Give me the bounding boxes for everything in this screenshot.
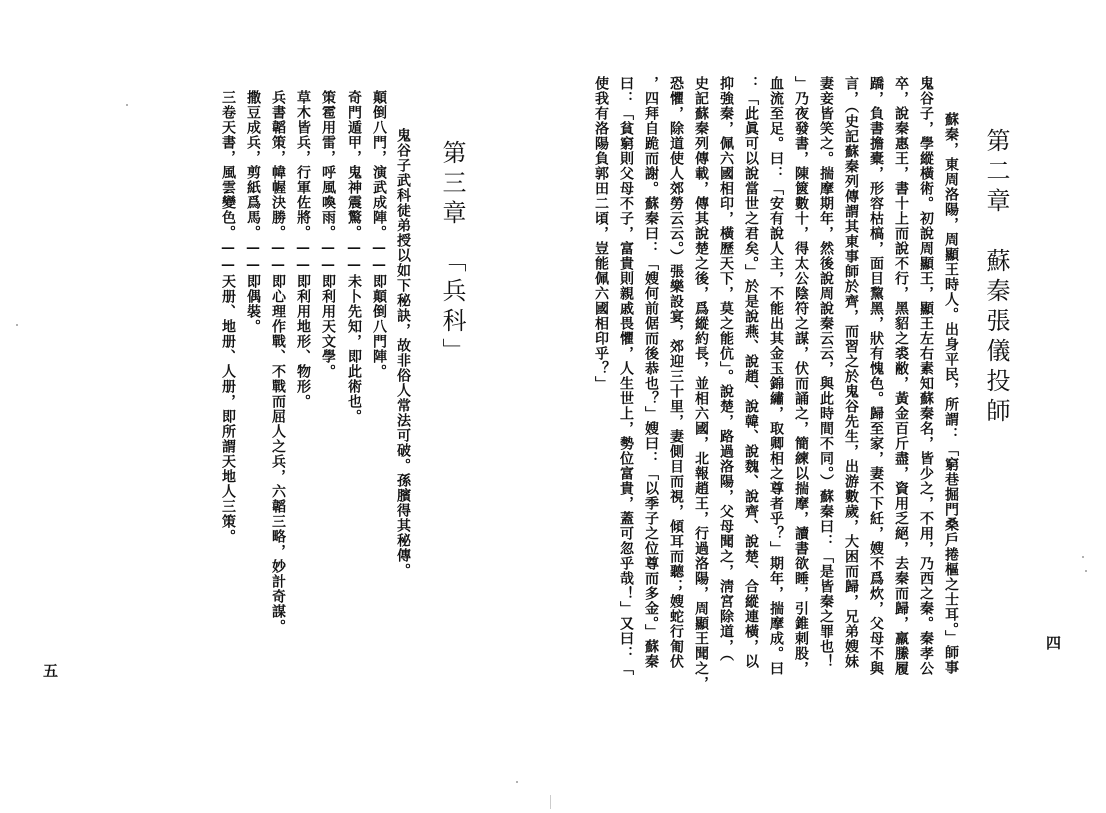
text-column: 撒豆成兵，剪紙爲馬。——即偶裝。 bbox=[245, 90, 261, 334]
text-column: 鬼谷子，學縱橫術。初說周顯王，顯王左右素知蘇秦名，皆少之，不用，乃西之秦。秦孝公 bbox=[918, 76, 934, 676]
chapter-title: 第二章 蘇秦張儀投師 bbox=[982, 128, 1010, 428]
text-column: 蹻，負書擔橐，形容枯槁，面目黧黑，狀有愧色。歸至家，妻不下紝，嫂不爲炊，父母不與 bbox=[868, 76, 884, 676]
scan-speck bbox=[126, 104, 128, 106]
text-column: 卒，說秦惠王，書十上而說不行，黑貂之裘敝，黃金百斤盡，資用乏絕，去秦而歸，羸縢履 bbox=[893, 76, 909, 676]
text-column: 恐懼，除道使人郊勞云云。）張樂設宴，郊迎三十里，妻側目而視，傾耳而聽；嫂蛇行匍伏 bbox=[668, 76, 684, 669]
text-column: 妻妾皆笑之。揣摩期年，然後說周說秦云云，與此時間不同。）蘇秦曰：「是皆秦之罪也！ bbox=[818, 76, 834, 669]
text-column: 」乃夜發書，陳篋數十，得太公陰符之謀，伏而誦之，簡練以揣摩，讀書欲睡，引錐刺股， bbox=[793, 76, 809, 676]
scan-speck bbox=[516, 781, 518, 783]
scan-speck bbox=[1085, 570, 1087, 572]
page-number: 五 bbox=[43, 662, 59, 680]
text-column: 鬼谷子武科徒弟授以如下秘訣，故非俗人常法可破。孫臏得其秘傳。 bbox=[395, 128, 411, 578]
text-column: 血流至足。曰：「安有說人主，不能出其金玉錦繡，取卿相之尊者乎？」期年，揣摩成。曰 bbox=[768, 76, 784, 676]
book-spine-mark bbox=[550, 795, 551, 809]
text-column: 奇門遁甲，鬼神震驚。——未卜先知，即此術也。 bbox=[346, 90, 362, 424]
text-column: 草木皆兵，行軍佐將。——即利用地形、物形。 bbox=[295, 90, 311, 409]
text-column: 策雹用雷，呼風喚雨。——即利用天文學。 bbox=[320, 90, 336, 379]
text-column: 兵書韜策，幃幄決勝。——即心理作戰、不戰而屈人之兵，六韜三略，妙計奇謀。 bbox=[270, 90, 286, 634]
text-column: 三卷天書，風雲變色。——天册、地册、人册，即所謂天地人三策。 bbox=[220, 90, 236, 544]
text-column: 言，（史記蘇秦列傳謂其東事師於齊，而習之於鬼谷先生，出游數歲，大困而歸，兄弟嫂妹 bbox=[843, 76, 859, 669]
text-column: 抑強秦，佩六國相印，橫歷天下，莫之能伉」。說楚，路過洛陽，父母聞之，淸宮除道，（ bbox=[718, 76, 734, 662]
text-column: ，四拜自跪而謝。蘇秦曰：「嫂何前倨而後恭也？」嫂曰：「以季子之位尊而多金。」蘇秦 bbox=[643, 76, 659, 669]
text-column: ：「此眞可以說當世之君矣。」於是說燕、說趙、說韓、說魏、說齊、說楚、合縱連橫，以 bbox=[743, 76, 759, 669]
scan-speck bbox=[1082, 556, 1084, 558]
text-column: 曰：「貧窮則父母不子，富貴則親戚畏懼，人生世上，勢位富貴，蓋可忽乎哉！」又曰：「 bbox=[618, 76, 634, 676]
scan-speck bbox=[16, 324, 18, 326]
text-column: 蘇秦，東周洛陽，周顯王時人。出身平民，所謂：「窮巷掘門桑戶捲樞之士耳。」師事 bbox=[943, 112, 959, 675]
text-column: 顛倒八門，演武成陣。——即顛倒八門陣。 bbox=[371, 90, 387, 379]
chapter-title: 第三章 「兵科」 bbox=[438, 140, 466, 368]
text-column: 史記蘇秦列傳載，傳其說楚之後，爲縱約長，並相六國，北報趙王，行過洛陽，周顯王聞之， bbox=[693, 76, 709, 691]
text-column: 使我有洛陽負郭田二頃，豈能佩六國相印乎？」 bbox=[593, 76, 609, 391]
page-number: 四 bbox=[1046, 634, 1062, 652]
